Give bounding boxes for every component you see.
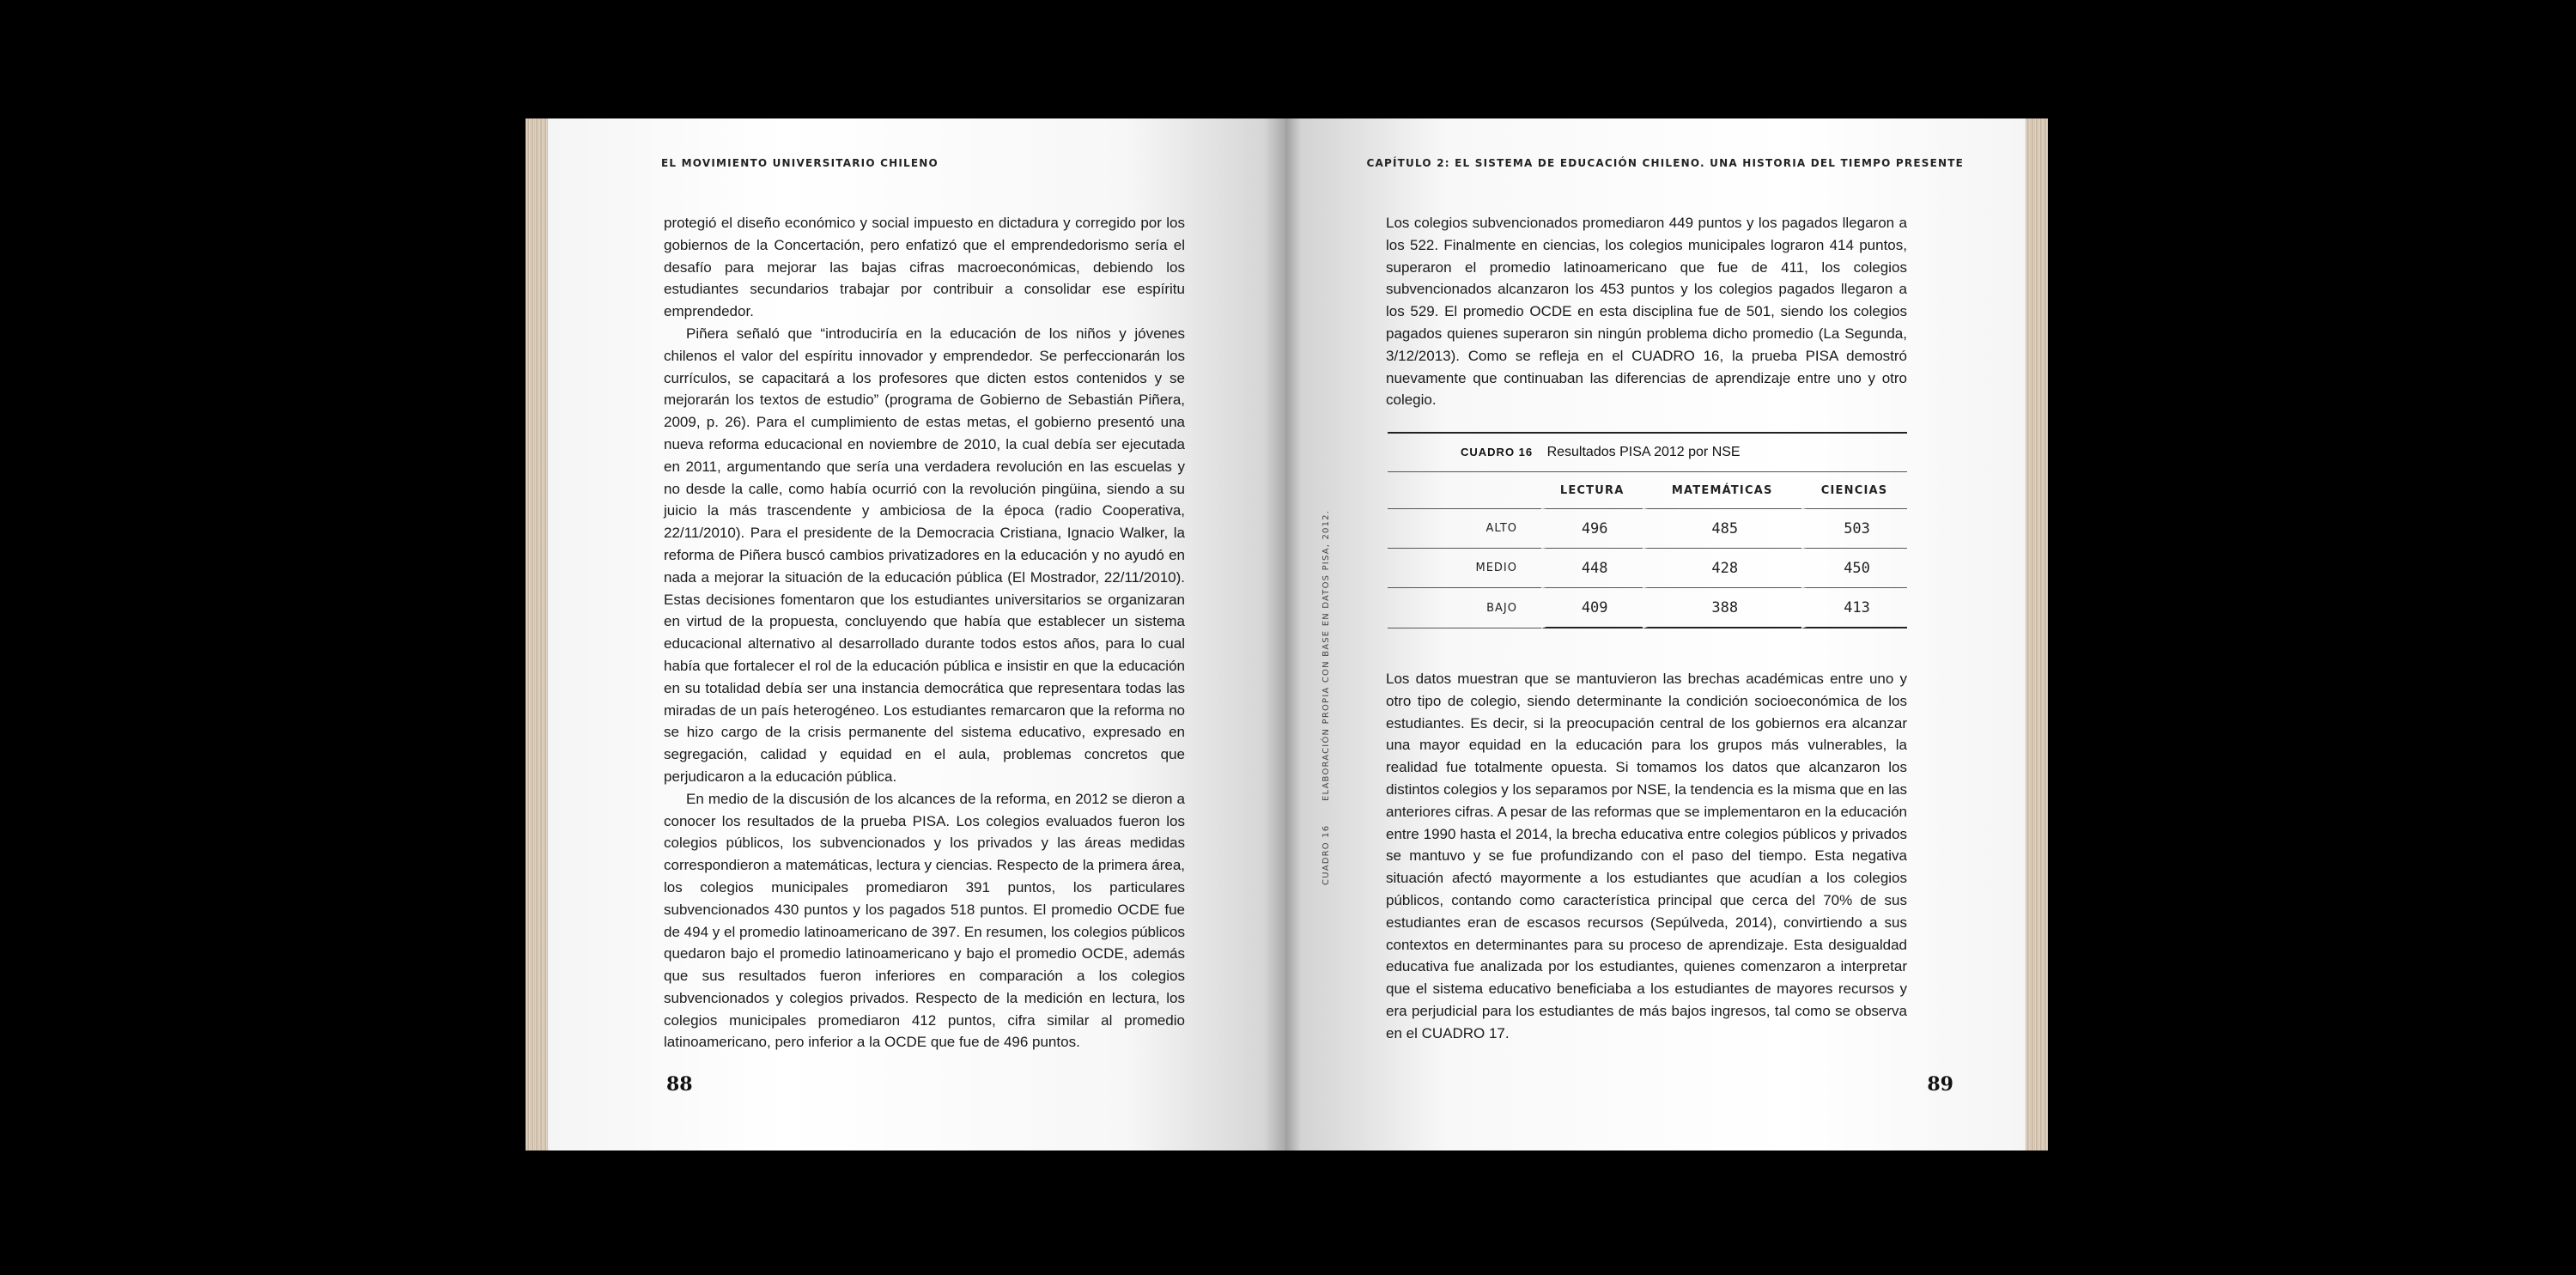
row-label: MEDIO [1388,549,1541,588]
table-cell: 388 [1643,588,1801,628]
table-cell: 503 [1801,508,1907,549]
table-cell: 496 [1541,508,1643,549]
row-label: BAJO [1388,588,1541,628]
table-cell: 448 [1541,549,1643,588]
table-cell: 485 [1643,508,1801,549]
paragraph: Los colegios subvencionados promediaron 449 puntos y los pagados llegaron a los 522. Finalmente en ciencias, los colegios municipales lograron 414 puntos, superaron el promedio latinoamericano que fue de 411, los colegios subvencionados alcanzaron los 453 puntos y los colegios pagados llegaron a los 529. El promedio OCDE en esta disciplina fue de 501, siendo los colegios pagados quienes superaron sin ningún problema dicho promedio (La Segunda, 3/12/2013). Como se refleja en el CUADRO 16, la prueba PISA demostró nuevamente que continuaban las diferencias de aprendizaje entre uno y otro colegio. [1386,215,1907,409]
table-side-note [1321,509,1339,885]
left-page-number: 88 [666,1073,693,1096]
column-header: LECTURA [1559,483,1625,497]
left-body-text [664,212,1185,1053]
right-page-number: 89 [1927,1073,1953,1096]
page-edge-right [2026,118,2048,1151]
table-row [1388,508,1907,549]
table-label: CUADRO 16 [1461,446,1534,458]
paragraph: Piñera señaló que “introduciría en la educación de los niños y jóvenes chilenos el valor del espíritu innovador y emprendedor. Se perfeccionarán los currículos, se capacitará a los profesores que dicten estos contenidos y se mejorarán los textos de estudio” (programa de Gobierno de Sebastián Piñera, 2009, p. 26). Para el cumplimiento de estas metas, el gobierno presentó una nueva reforma educacional en noviembre de 2010, la cual debía ser ejecutada en 2011, argumentando que sería una verdadera revolución en las escuelas y no desde la calle, como había ocurrió con la revolución pingüina, siendo a su juicio la más trascendente y ambiciosa de la época (radio Cooperativa, 22/11/2010). Para el presidente de la Democracia Cristiana, Ignacio Walker, la reforma de Piñera buscó cambios privatizadores en la educación y no ayudó en nada a mejorar la situación de la educación pública (El Mostrador, 22/11/2010). Estas decisiones fomentaron que los estudiantes universitarios se organizaran en virtud de la propuesta, concluyendo que había que establecer un sistema educacional alternativo al desarrollado durante todos estos años, para lo cual había que fortalecer el rol de la educación pública e insistir en que la educación en su totalidad debía ser una instancia democrática que representara todas las miradas de un país heterogéneo. Los estudiantes remarcaron que la reforma no se hizo cargo de la crisis permanente del sistema educativo, expresado en segregación, calidad y equidad en el aula, problemas concretos que perjudicaron a la educación pública. [664,325,1185,785]
left-page [526,118,1285,1151]
right-body-text-top [1386,212,1907,411]
table-cell: 413 [1801,588,1907,628]
paragraph: protegió el diseño económico y social impuesto en dictadura y corregido por los gobiernos de la Concertación, pero enfatizó que el emprendedorismo sería el desafío para mejorar las bajas cifras macroeconómicas, debiendo los estudiantes secundarios trabajar por contribuir a consolidar ese espíritu emprendedor. [664,215,1185,320]
paragraph: En medio de la discusión de los alcances de la reforma, en 2012 se dieron a conocer los resultados de la prueba PISA. Los colegios evaluados fueron los colegios públicos, los subvencionados y los privados y las áreas medidas correspondieron a matemáticas, lectura y ciencias. Respecto de la primera área, los colegios municipales promediaron 391 puntos, los particulares subvencionados 430 puntos y los pagados 518 puntos. El promedio OCDE fue de 494 y el promedio latinoamericano de 397. En resumen, los colegios públicos quedaron bajo el promedio latinoamericano y bajo el promedio OCDE, además que sus resultados fueron inferiores en comparación a los colegios subvencionados y colegios privados. Respecto de la medición en lectura, los colegios municipales promediaron 412 puntos, cifra similar al promedio latinoamericano, pero inferior a la OCDE que fue de 496 puntos. [664,790,1185,1051]
page-edge-left [526,118,548,1151]
column-header: MATEMÁTICAS [1671,483,1773,497]
table-row [1388,588,1907,628]
results-table [1388,432,1907,628]
open-book [526,118,2048,1151]
side-note-source: ELABORACIÓN PROPIA CON BASE EN DATOS PISA, 2012. [1321,509,1331,801]
left-running-head: EL MOVIMIENTO UNIVERSITARIO CHILENO [661,157,939,169]
row-label: ALTO [1388,508,1541,549]
table-caption [1388,434,1907,472]
paragraph: Los datos muestran que se mantuvieron las brechas académicas entre uno y otro tipo de colegio, siendo determinante la condición socioeconómica de los estudiantes. Es decir, si la preocupación central de los gobiernos era alcanzar una mayor equidad en la educación para los grupos más vulnerables, la realidad fue totalmente opuesta. Si tomamos los datos que alcanzaron los distintos colegios y los separamos por NSE, la tendencia es la misma que en las anteriores cifras. A pesar de las reformas que se implementaron en la educación entre 1990 hasta el 2014, la brecha educativa entre colegios públicos y privados se mantuvo y se fue profundizando con el paso del tiempo. Esta negativa situación afectó mayormente a los estudiantes que acudían a los colegios públicos, contando como característica principal que cerca del 70% de sus estudiantes eran de escasos recursos (Sepúlveda, 2014), convirtiendo a sus contextos en determinantes para su proceso de aprendizaje. Esta desigualdad educativa fue analizada por los estudiantes, quienes comenzaron a interpretar que el sistema educativo beneficiaba a los estudiantes de mayores recursos y era perjudicial para los estudiantes de más bajos ingresos, tal como se observa en el CUADRO 17. [1386,671,1907,1041]
table-cell: 450 [1801,549,1907,588]
side-note-label: CUADRO 16 [1321,824,1331,885]
right-body-text-bottom [1386,668,1907,1045]
table-cell: 409 [1541,588,1643,628]
table-title: Resultados PISA 2012 por NSE [1546,445,1741,459]
data-table [1388,472,1907,628]
right-page [1285,118,2048,1151]
column-header: CIENCIAS [1820,483,1888,497]
right-running-head: CAPÍTULO 2: EL SISTEMA DE EDUCACIÓN CHILENO. UNA HISTORIA DEL TIEMPO PRESENTE [1366,157,1964,169]
table-cell: 428 [1643,549,1801,588]
table-row [1388,549,1907,588]
